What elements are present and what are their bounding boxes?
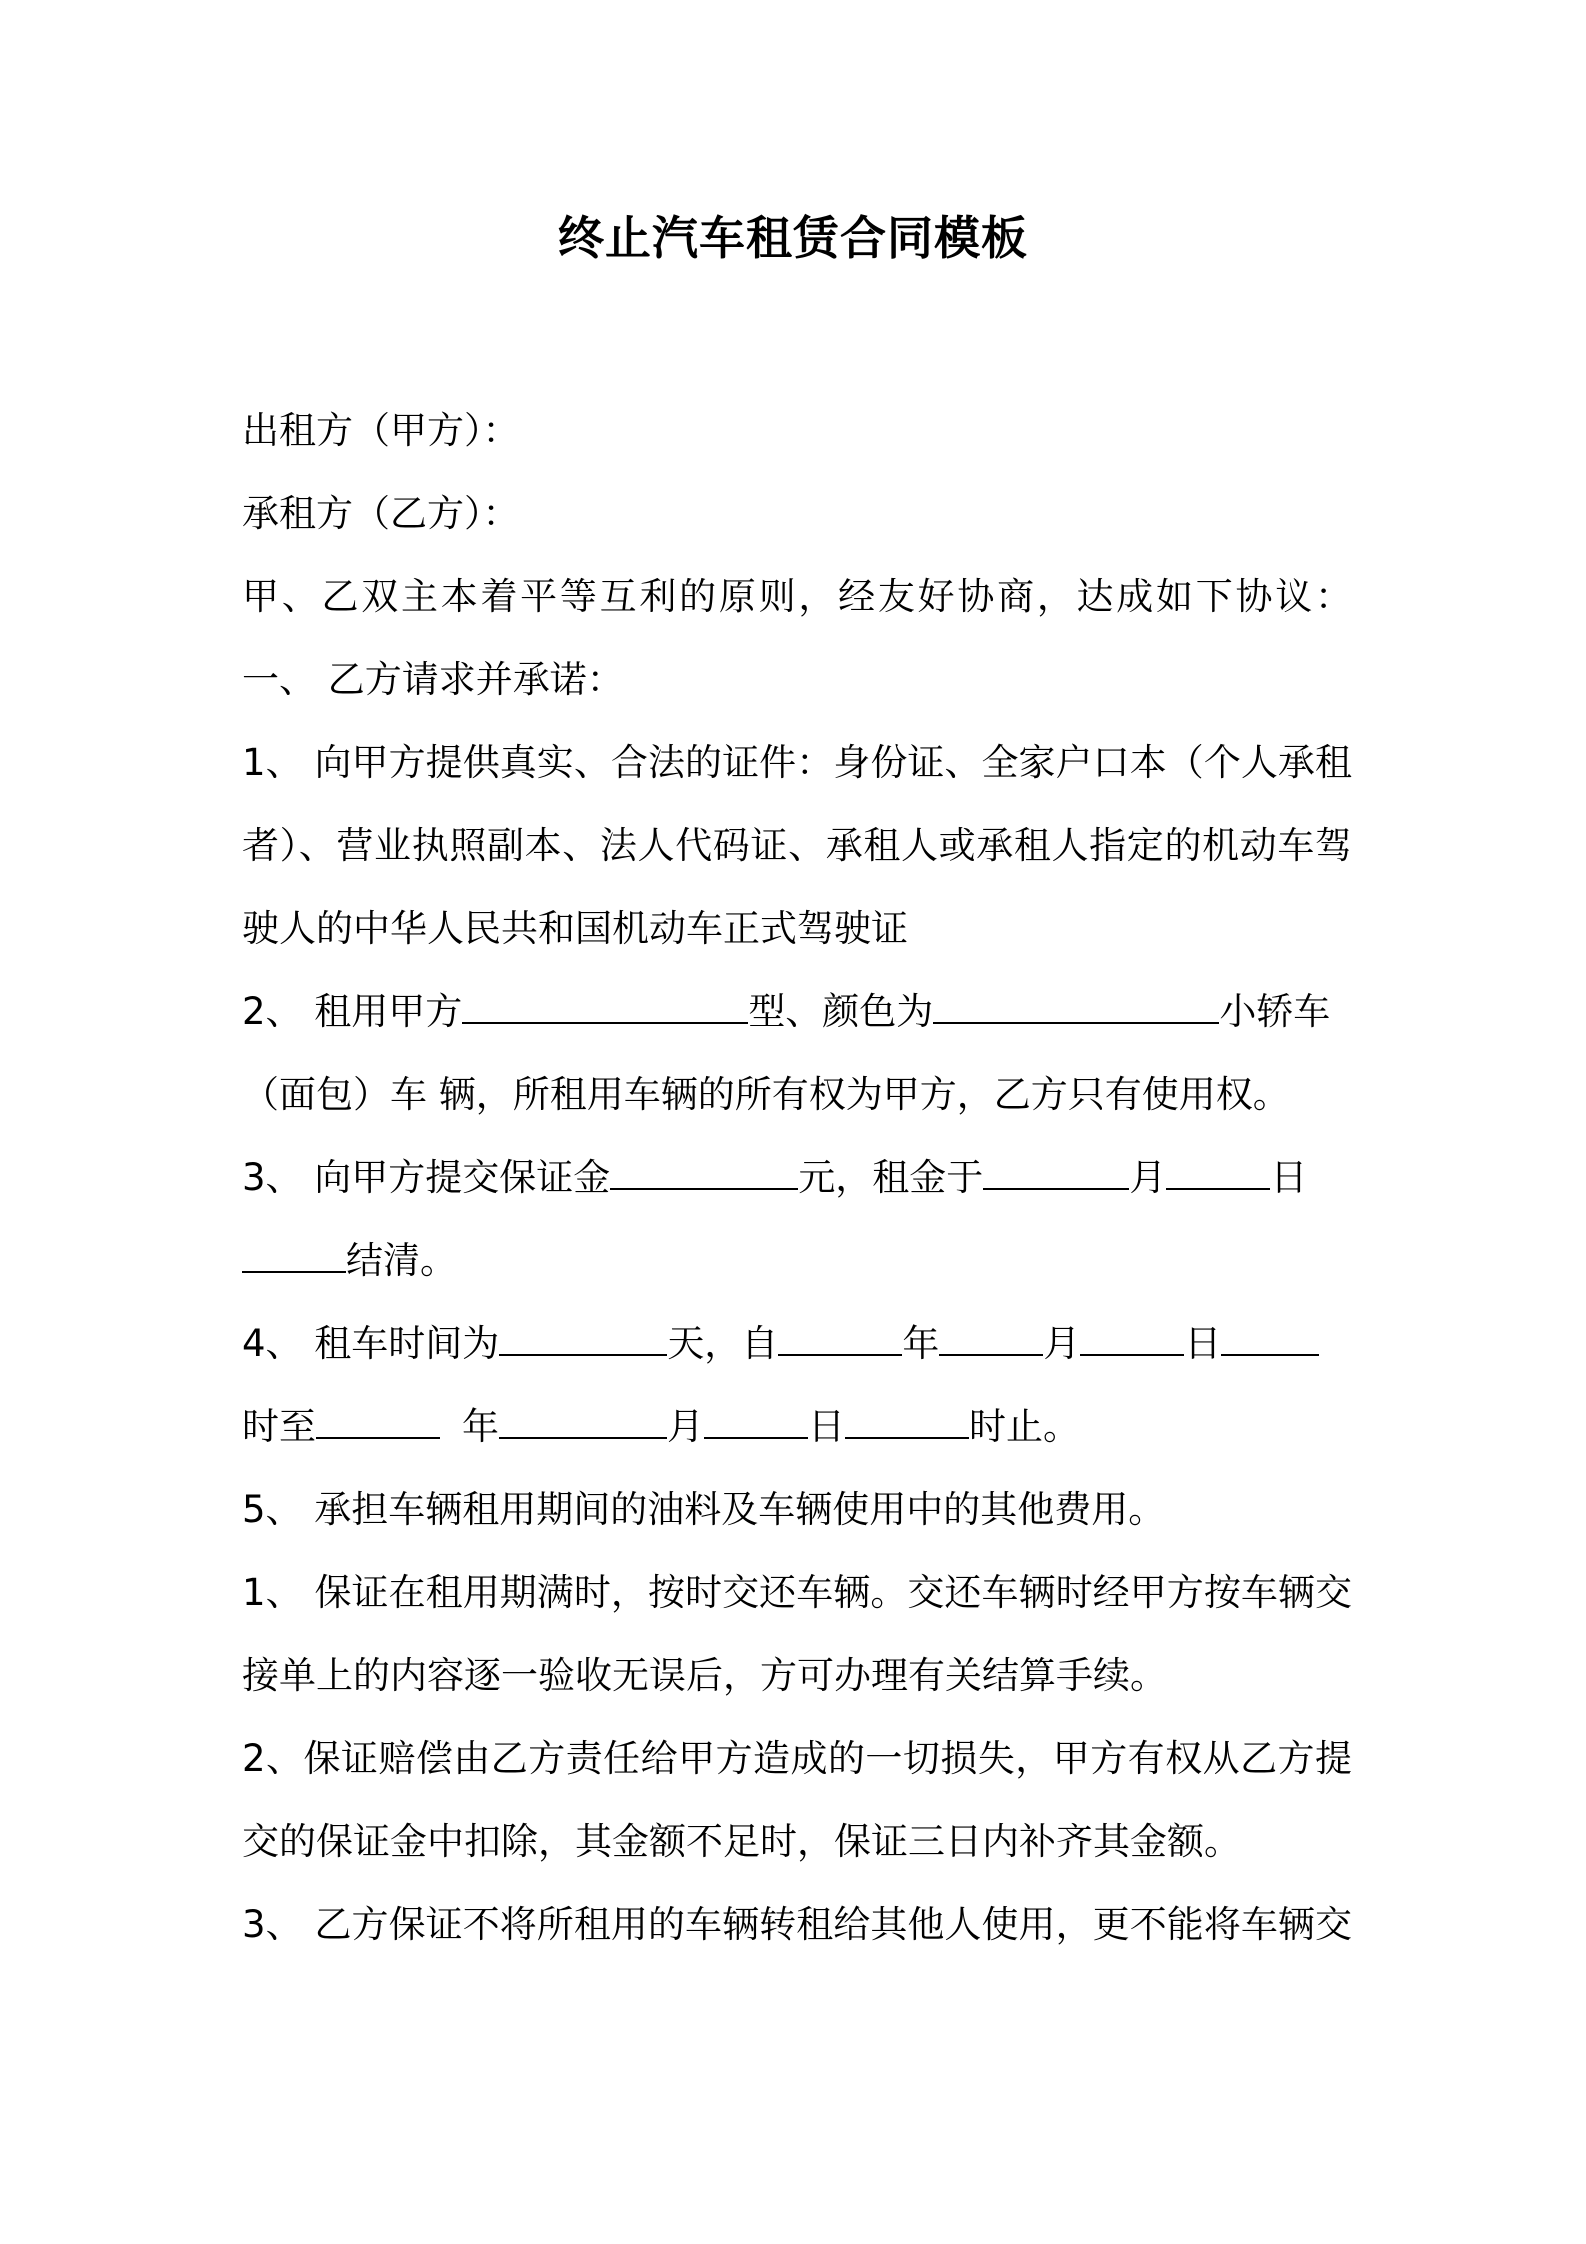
item-1-line-3: 驶人的中华人民共和国机动车正式驾驶证 xyxy=(242,907,908,950)
item-4-text-c: 年 xyxy=(902,1322,940,1365)
item-2-line-2: （面包）车 辆，所租用车辆的所有权为甲方，乙方只有使用权。 xyxy=(242,1073,1290,1116)
item-3-text-d: 日 xyxy=(1270,1156,1308,1199)
lessee-label: 承租方（乙方）： xyxy=(242,492,520,535)
car-model-blank[interactable] xyxy=(462,986,748,1024)
item-3-text-b: 元，租金于 xyxy=(798,1156,984,1199)
item-2-text-c: 小轿车 xyxy=(1219,990,1331,1033)
rent-month-blank[interactable] xyxy=(983,1152,1129,1190)
item-1-line-2: 者）、营业执照副本、法人代码证、承租人或承租人指定的机动车驾 xyxy=(242,824,1352,867)
item-3-line-2 xyxy=(242,1235,1352,1287)
end-day-blank[interactable] xyxy=(704,1401,808,1439)
end-month-blank[interactable] xyxy=(499,1401,667,1439)
guarantee-2-line-1: 2、保证赔偿由乙方责任给甲方造成的一切损失，甲方有权从乙方提 xyxy=(242,1737,1352,1780)
preamble: 甲、乙双主本着平等互利的原则，经友好协商，达成如下协议： xyxy=(242,575,1352,618)
guarantee-3-line-1: 3、 乙方保证不将所租用的车辆转租给其他人使用，更不能将车辆交 xyxy=(242,1903,1352,1946)
item-4-line-1 xyxy=(242,1318,1352,1370)
lessor-label: 出租方（甲方）： xyxy=(242,409,520,452)
item-4-text-f: 时至 xyxy=(242,1405,316,1448)
guarantee-1-line-1: 1、 保证在租用期满时，按时交还车辆。交还车辆时经甲方按车辆交 xyxy=(242,1571,1352,1614)
settle-blank[interactable] xyxy=(242,1235,346,1273)
end-hour-blank[interactable] xyxy=(845,1401,969,1439)
item-4-text-b: 天，自 xyxy=(667,1322,779,1365)
item-4-text-j: 时止。 xyxy=(969,1405,1080,1448)
item-2-text-a: 2、 租用甲方 xyxy=(242,990,463,1033)
item-1-line-1: 1、 向甲方提供真实、合法的证件：身份证、全家户口本（个人承租 xyxy=(242,741,1352,784)
section-1-heading: 一、 乙方请求并承诺： xyxy=(242,658,624,701)
start-day-blank[interactable] xyxy=(1080,1318,1184,1356)
guarantee-2-line-2: 交的保证金中扣除，其金额不足时，保证三日内补齐其金额。 xyxy=(242,1820,1241,1863)
start-hour-blank[interactable] xyxy=(1221,1318,1319,1356)
car-color-blank[interactable] xyxy=(933,986,1219,1024)
guarantee-1-line-2: 接单上的内容逐一验收无误后，方可办理有关结算手续。 xyxy=(242,1654,1167,1697)
rental-days-blank[interactable] xyxy=(499,1318,667,1356)
item-3-text-e: 结清。 xyxy=(346,1239,457,1282)
item-4-text-i: 日 xyxy=(808,1405,845,1448)
item-2-text-b: 型、颜色为 xyxy=(748,990,934,1033)
rent-day-blank[interactable] xyxy=(1166,1152,1270,1190)
document-title: 终止汽车租赁合同模板 xyxy=(558,211,1028,265)
item-2-line-1 xyxy=(242,986,1352,1038)
item-4-text-h: 月 xyxy=(667,1405,704,1448)
item-4-text-a: 4、 租车时间为 xyxy=(242,1322,500,1365)
item-3-text-a: 3、 向甲方提交保证金 xyxy=(242,1156,611,1199)
item-4-text-e: 日 xyxy=(1184,1322,1222,1365)
item-3-line-1 xyxy=(242,1152,1352,1204)
end-year-blank[interactable] xyxy=(316,1401,440,1439)
item-4-text-d: 月 xyxy=(1043,1322,1081,1365)
item-4-line-2 xyxy=(242,1401,1352,1453)
item-4-text-g: 年 xyxy=(462,1405,499,1448)
item-3-text-c: 月 xyxy=(1129,1156,1167,1199)
start-year-blank[interactable] xyxy=(778,1318,902,1356)
item-5: 5、 承担车辆租用期间的油料及车辆使用中的其他费用。 xyxy=(242,1488,1166,1531)
start-month-blank[interactable] xyxy=(939,1318,1043,1356)
deposit-amount-blank[interactable] xyxy=(610,1152,798,1190)
